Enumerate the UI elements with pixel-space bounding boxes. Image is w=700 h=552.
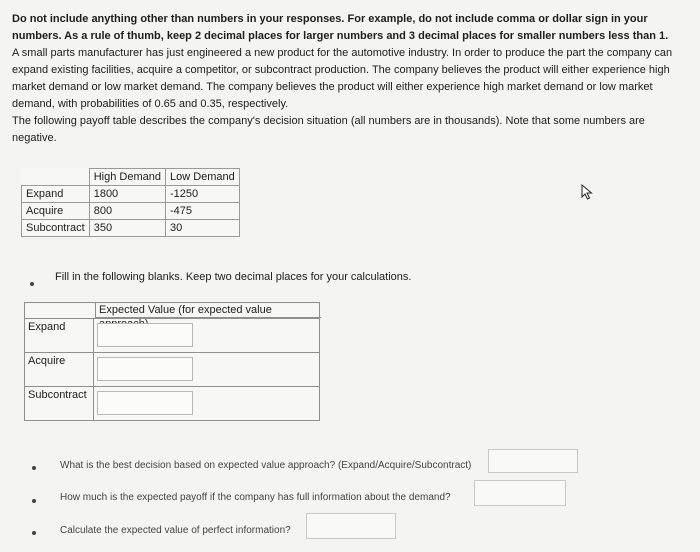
payoff-header-high: High Demand bbox=[89, 169, 165, 186]
ev-acquire-input[interactable] bbox=[97, 357, 193, 381]
ev-row-label: Acquire bbox=[25, 353, 94, 387]
evpi-input[interactable] bbox=[306, 513, 396, 539]
best-decision-question: What is the best decision based on expected value approach? (Expand/Acquire/Subcontract) bbox=[60, 460, 472, 471]
expected-payoff-input[interactable] bbox=[474, 480, 566, 506]
payoff-header-low: Low Demand bbox=[165, 169, 239, 186]
payoff-row-subcontract bbox=[22, 220, 240, 237]
bullet-icon bbox=[32, 499, 36, 503]
payoff-cell-high: 350 bbox=[89, 220, 165, 237]
expected-value-table bbox=[24, 302, 320, 421]
mouse-cursor-icon bbox=[581, 184, 595, 200]
ev-subcontract-input[interactable] bbox=[97, 391, 193, 415]
payoff-table bbox=[21, 168, 240, 237]
fill-instruction: Fill in the following blanks. Keep two decimal places for your calculations. bbox=[55, 271, 412, 283]
ev-row-expand bbox=[25, 318, 319, 353]
ev-row-label: Subcontract bbox=[25, 387, 94, 421]
scenario-text: A small parts manufacturer has just engineered a new product for the automotive industry. In order to produce the part the company can expand existing facilities, acquire a competitor, or subcontract production. The company believes the product will either experience high market demand or low market demand. The company believes the product will either experience high market demand or low market demand, with probabilities of 0.65 and 0.35, respectively. bbox=[12, 47, 673, 110]
bullet-icon bbox=[32, 531, 36, 535]
payoff-cell-low: -475 bbox=[165, 203, 239, 220]
expected-payoff-question: How much is the expected payoff if the company has full information about the demand? bbox=[60, 492, 451, 503]
evpi-question: Calculate the expected value of perfect information? bbox=[60, 525, 291, 536]
instruction-text: Do not include anything other than numbers in your responses. For example, do not include comma or dollar sign in your numbers. As a rule of thumb, keep 2 decimal places for larger numbers and 3 decimal places for smaller numbers less than 1. bbox=[12, 13, 669, 42]
ev-header: Expected Value (for expected value bbox=[95, 303, 321, 318]
ev-row-subcontract bbox=[25, 386, 319, 421]
ev-row-label: Expand bbox=[25, 319, 94, 353]
ev-row-acquire bbox=[25, 352, 319, 387]
payoff-row-acquire bbox=[22, 203, 240, 220]
payoff-row-label: Acquire bbox=[22, 203, 90, 220]
payoff-cell-low: 30 bbox=[165, 220, 239, 237]
payoff-row-label: Expand bbox=[22, 186, 90, 203]
payoff-header-row bbox=[22, 169, 240, 186]
instructions-block bbox=[12, 11, 676, 147]
bullet-icon bbox=[30, 282, 34, 286]
best-decision-input[interactable] bbox=[488, 449, 578, 473]
table-note-text: The following payoff table describes the company's decision situation (all numbers are in thousands). Note that some numbers are negative. bbox=[12, 115, 645, 144]
payoff-cell-low: -1250 bbox=[165, 186, 239, 203]
payoff-row-expand bbox=[22, 186, 240, 203]
payoff-cell-high: 1800 bbox=[89, 186, 165, 203]
payoff-cell-high: 800 bbox=[89, 203, 165, 220]
ev-expand-input[interactable] bbox=[97, 323, 193, 347]
bullet-icon bbox=[32, 466, 36, 470]
payoff-row-label: Subcontract bbox=[22, 220, 90, 237]
payoff-corner-cell bbox=[22, 169, 90, 186]
